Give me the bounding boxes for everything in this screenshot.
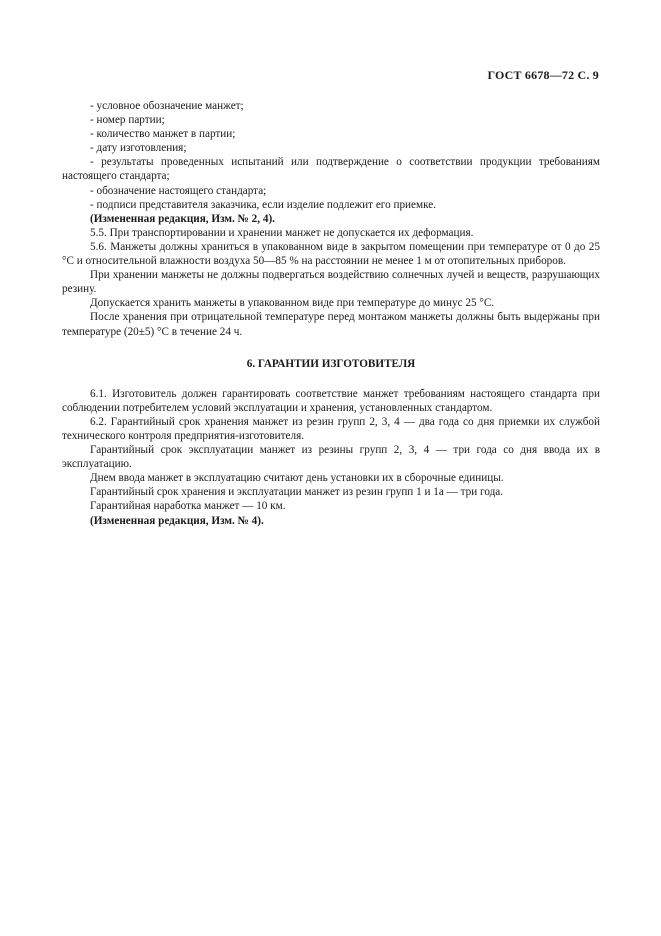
paragraph: Гарантийный срок эксплуатации манжет из резины групп 2, 3, 4 — три года со дня ввода их в эксплуатацию. xyxy=(62,444,600,471)
paragraph: 5.5. При транспортировании и хранении манжет не допускается их деформация. xyxy=(90,226,474,239)
list-item: - номер партии; xyxy=(90,114,165,127)
page-header: ГОСТ 6678—72 С. 9 xyxy=(487,68,599,82)
document-body xyxy=(62,99,600,528)
paragraph: Гарантийная наработка манжет — 10 км. xyxy=(90,500,286,513)
list-item: - обозначение настоящего стандарта; xyxy=(90,184,267,197)
paragraph: 5.6. Манжеты должны храниться в упакованном виде в закрытом помещении при температуре от 0 до 25 °С и относительной влажности воздуха 50—85 % на расстоянии не менее 1 м от отопительных приборов. xyxy=(62,240,600,268)
paragraph: После хранения при отрицательной температуре перед монтажом манжеты должны быть выдержаны при температуре (20±5) °С в течение 24 ч. xyxy=(62,311,600,338)
edit-note: (Измененная редакция, Изм. № 2, 4). xyxy=(90,212,275,225)
list-item: - условное обозначение манжет; xyxy=(90,100,244,112)
edit-note: (Измененная редакция, Изм. № 4). xyxy=(90,514,264,527)
list-item: - количество манжет в партии; xyxy=(90,128,236,141)
paragraph: Гарантийный срок хранения и эксплуатации манжет из резин групп 1 и 1а — три года. xyxy=(90,486,504,499)
section-title: 6. ГАРАНТИИ ИЗГОТОВИТЕЛЯ xyxy=(246,357,416,370)
paragraph: Допускается хранить манжеты в упакованном виде при температуре до минус 25 °С. xyxy=(90,297,495,310)
paragraph: 6.1. Изготовитель должен гарантировать соответствие манжет требованиям настоящего стандарта при соблюдении потребителем условий эксплуатации и хранения, установленных стандартом. xyxy=(62,387,600,414)
paragraph: При хранении манжеты не должны подвергаться воздействию солнечных лучей и веществ, разрушающих резину. xyxy=(62,269,600,296)
list-item: - подписи представителя заказчика, если изделие подлежит его приемке. xyxy=(90,198,437,211)
list-item: - дату изготовления; xyxy=(90,142,187,155)
paragraph: 6.2. Гарантийный срок хранения манжет из резин групп 2, 3, 4 — два года со дня приемки их службой технического контроля предприятия-изготовителя. xyxy=(62,415,600,442)
list-item: - результаты проведенных испытаний или подтверждение о соответствии продукции требованиям настоящего стандарта; xyxy=(62,156,600,183)
paragraph: Днем ввода манжет в эксплуатацию считают день установки их в сборочные единицы. xyxy=(90,472,504,485)
